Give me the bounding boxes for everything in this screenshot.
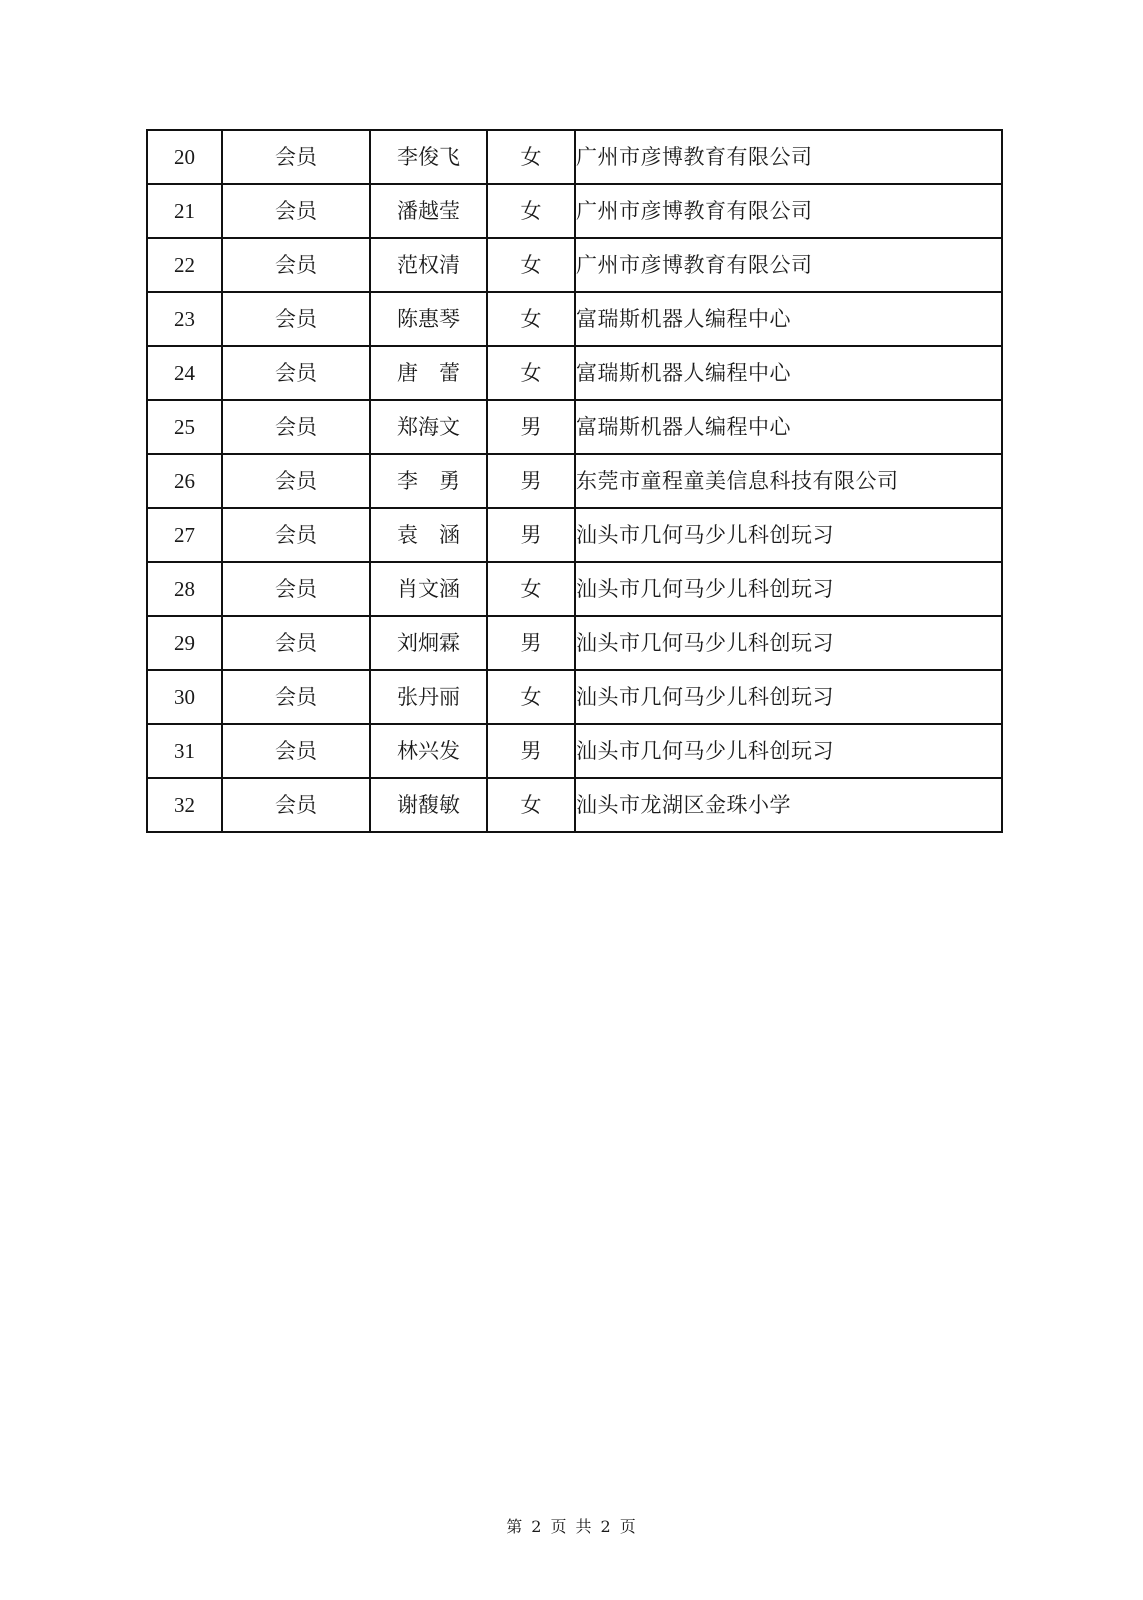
member-name: 李俊飞 — [370, 130, 487, 184]
member-gender: 女 — [487, 238, 575, 292]
member-role: 会员 — [222, 346, 370, 400]
member-name: 谢馥敏 — [370, 778, 487, 832]
table-row — [147, 292, 1002, 346]
member-gender: 男 — [487, 508, 575, 562]
member-gender: 女 — [487, 184, 575, 238]
table-row — [147, 184, 1002, 238]
page-footer — [0, 1514, 1143, 1537]
member-gender: 女 — [487, 562, 575, 616]
member-name: 刘炯霖 — [370, 616, 487, 670]
row-number: 21 — [147, 184, 222, 238]
table-row — [147, 346, 1002, 400]
member-name: 唐 蕾 — [370, 346, 487, 400]
row-number: 31 — [147, 724, 222, 778]
member-role: 会员 — [222, 238, 370, 292]
member-organization: 富瑞斯机器人编程中心 — [575, 400, 1002, 454]
member-organization: 汕头市几何马少儿科创玩习 — [575, 508, 1002, 562]
row-number: 29 — [147, 616, 222, 670]
table-row — [147, 616, 1002, 670]
member-role: 会员 — [222, 670, 370, 724]
member-gender: 男 — [487, 616, 575, 670]
member-role: 会员 — [222, 400, 370, 454]
member-role: 会员 — [222, 454, 370, 508]
member-organization: 汕头市几何马少儿科创玩习 — [575, 562, 1002, 616]
member-organization: 富瑞斯机器人编程中心 — [575, 346, 1002, 400]
table-row — [147, 238, 1002, 292]
row-number: 20 — [147, 130, 222, 184]
table-row — [147, 670, 1002, 724]
member-name: 袁 涵 — [370, 508, 487, 562]
table-row — [147, 778, 1002, 832]
member-gender: 女 — [487, 670, 575, 724]
table-row — [147, 508, 1002, 562]
row-number: 27 — [147, 508, 222, 562]
member-organization: 汕头市几何马少儿科创玩习 — [575, 670, 1002, 724]
row-number: 28 — [147, 562, 222, 616]
member-gender: 女 — [487, 130, 575, 184]
member-name: 肖文涵 — [370, 562, 487, 616]
table-row — [147, 454, 1002, 508]
member-organization: 东莞市童程童美信息科技有限公司 — [575, 454, 1002, 508]
member-organization: 汕头市几何马少儿科创玩习 — [575, 616, 1002, 670]
member-role: 会员 — [222, 724, 370, 778]
member-name: 陈惠琴 — [370, 292, 487, 346]
row-number: 30 — [147, 670, 222, 724]
member-gender: 男 — [487, 400, 575, 454]
member-role: 会员 — [222, 616, 370, 670]
footer-page-unit: 页 — [550, 1517, 568, 1536]
member-name: 张丹丽 — [370, 670, 487, 724]
member-role: 会员 — [222, 778, 370, 832]
footer-page-current: 2 — [531, 1517, 543, 1536]
member-table-body — [147, 130, 1002, 832]
member-name: 范权清 — [370, 238, 487, 292]
member-role: 会员 — [222, 508, 370, 562]
member-role: 会员 — [222, 292, 370, 346]
member-role: 会员 — [222, 562, 370, 616]
table-row — [147, 400, 1002, 454]
row-number: 32 — [147, 778, 222, 832]
member-organization: 富瑞斯机器人编程中心 — [575, 292, 1002, 346]
member-role: 会员 — [222, 184, 370, 238]
member-gender: 女 — [487, 778, 575, 832]
row-number: 23 — [147, 292, 222, 346]
table-row — [147, 724, 1002, 778]
member-gender: 女 — [487, 292, 575, 346]
member-gender: 女 — [487, 346, 575, 400]
member-organization: 广州市彦博教育有限公司 — [575, 184, 1002, 238]
member-organization: 广州市彦博教育有限公司 — [575, 238, 1002, 292]
row-number: 22 — [147, 238, 222, 292]
member-table — [146, 129, 1003, 833]
member-gender: 男 — [487, 724, 575, 778]
row-number: 26 — [147, 454, 222, 508]
footer-page-total: 2 — [600, 1517, 612, 1536]
footer-total-unit: 页 — [619, 1517, 637, 1536]
row-number: 24 — [147, 346, 222, 400]
footer-page-word: 第 — [506, 1517, 524, 1536]
member-role: 会员 — [222, 130, 370, 184]
member-gender: 男 — [487, 454, 575, 508]
table-row — [147, 130, 1002, 184]
footer-total-word: 共 — [575, 1517, 593, 1536]
member-name: 潘越莹 — [370, 184, 487, 238]
row-number: 25 — [147, 400, 222, 454]
table-row — [147, 562, 1002, 616]
member-organization: 汕头市龙湖区金珠小学 — [575, 778, 1002, 832]
member-name: 郑海文 — [370, 400, 487, 454]
member-name: 李 勇 — [370, 454, 487, 508]
member-name: 林兴发 — [370, 724, 487, 778]
member-organization: 汕头市几何马少儿科创玩习 — [575, 724, 1002, 778]
member-organization: 广州市彦博教育有限公司 — [575, 130, 1002, 184]
